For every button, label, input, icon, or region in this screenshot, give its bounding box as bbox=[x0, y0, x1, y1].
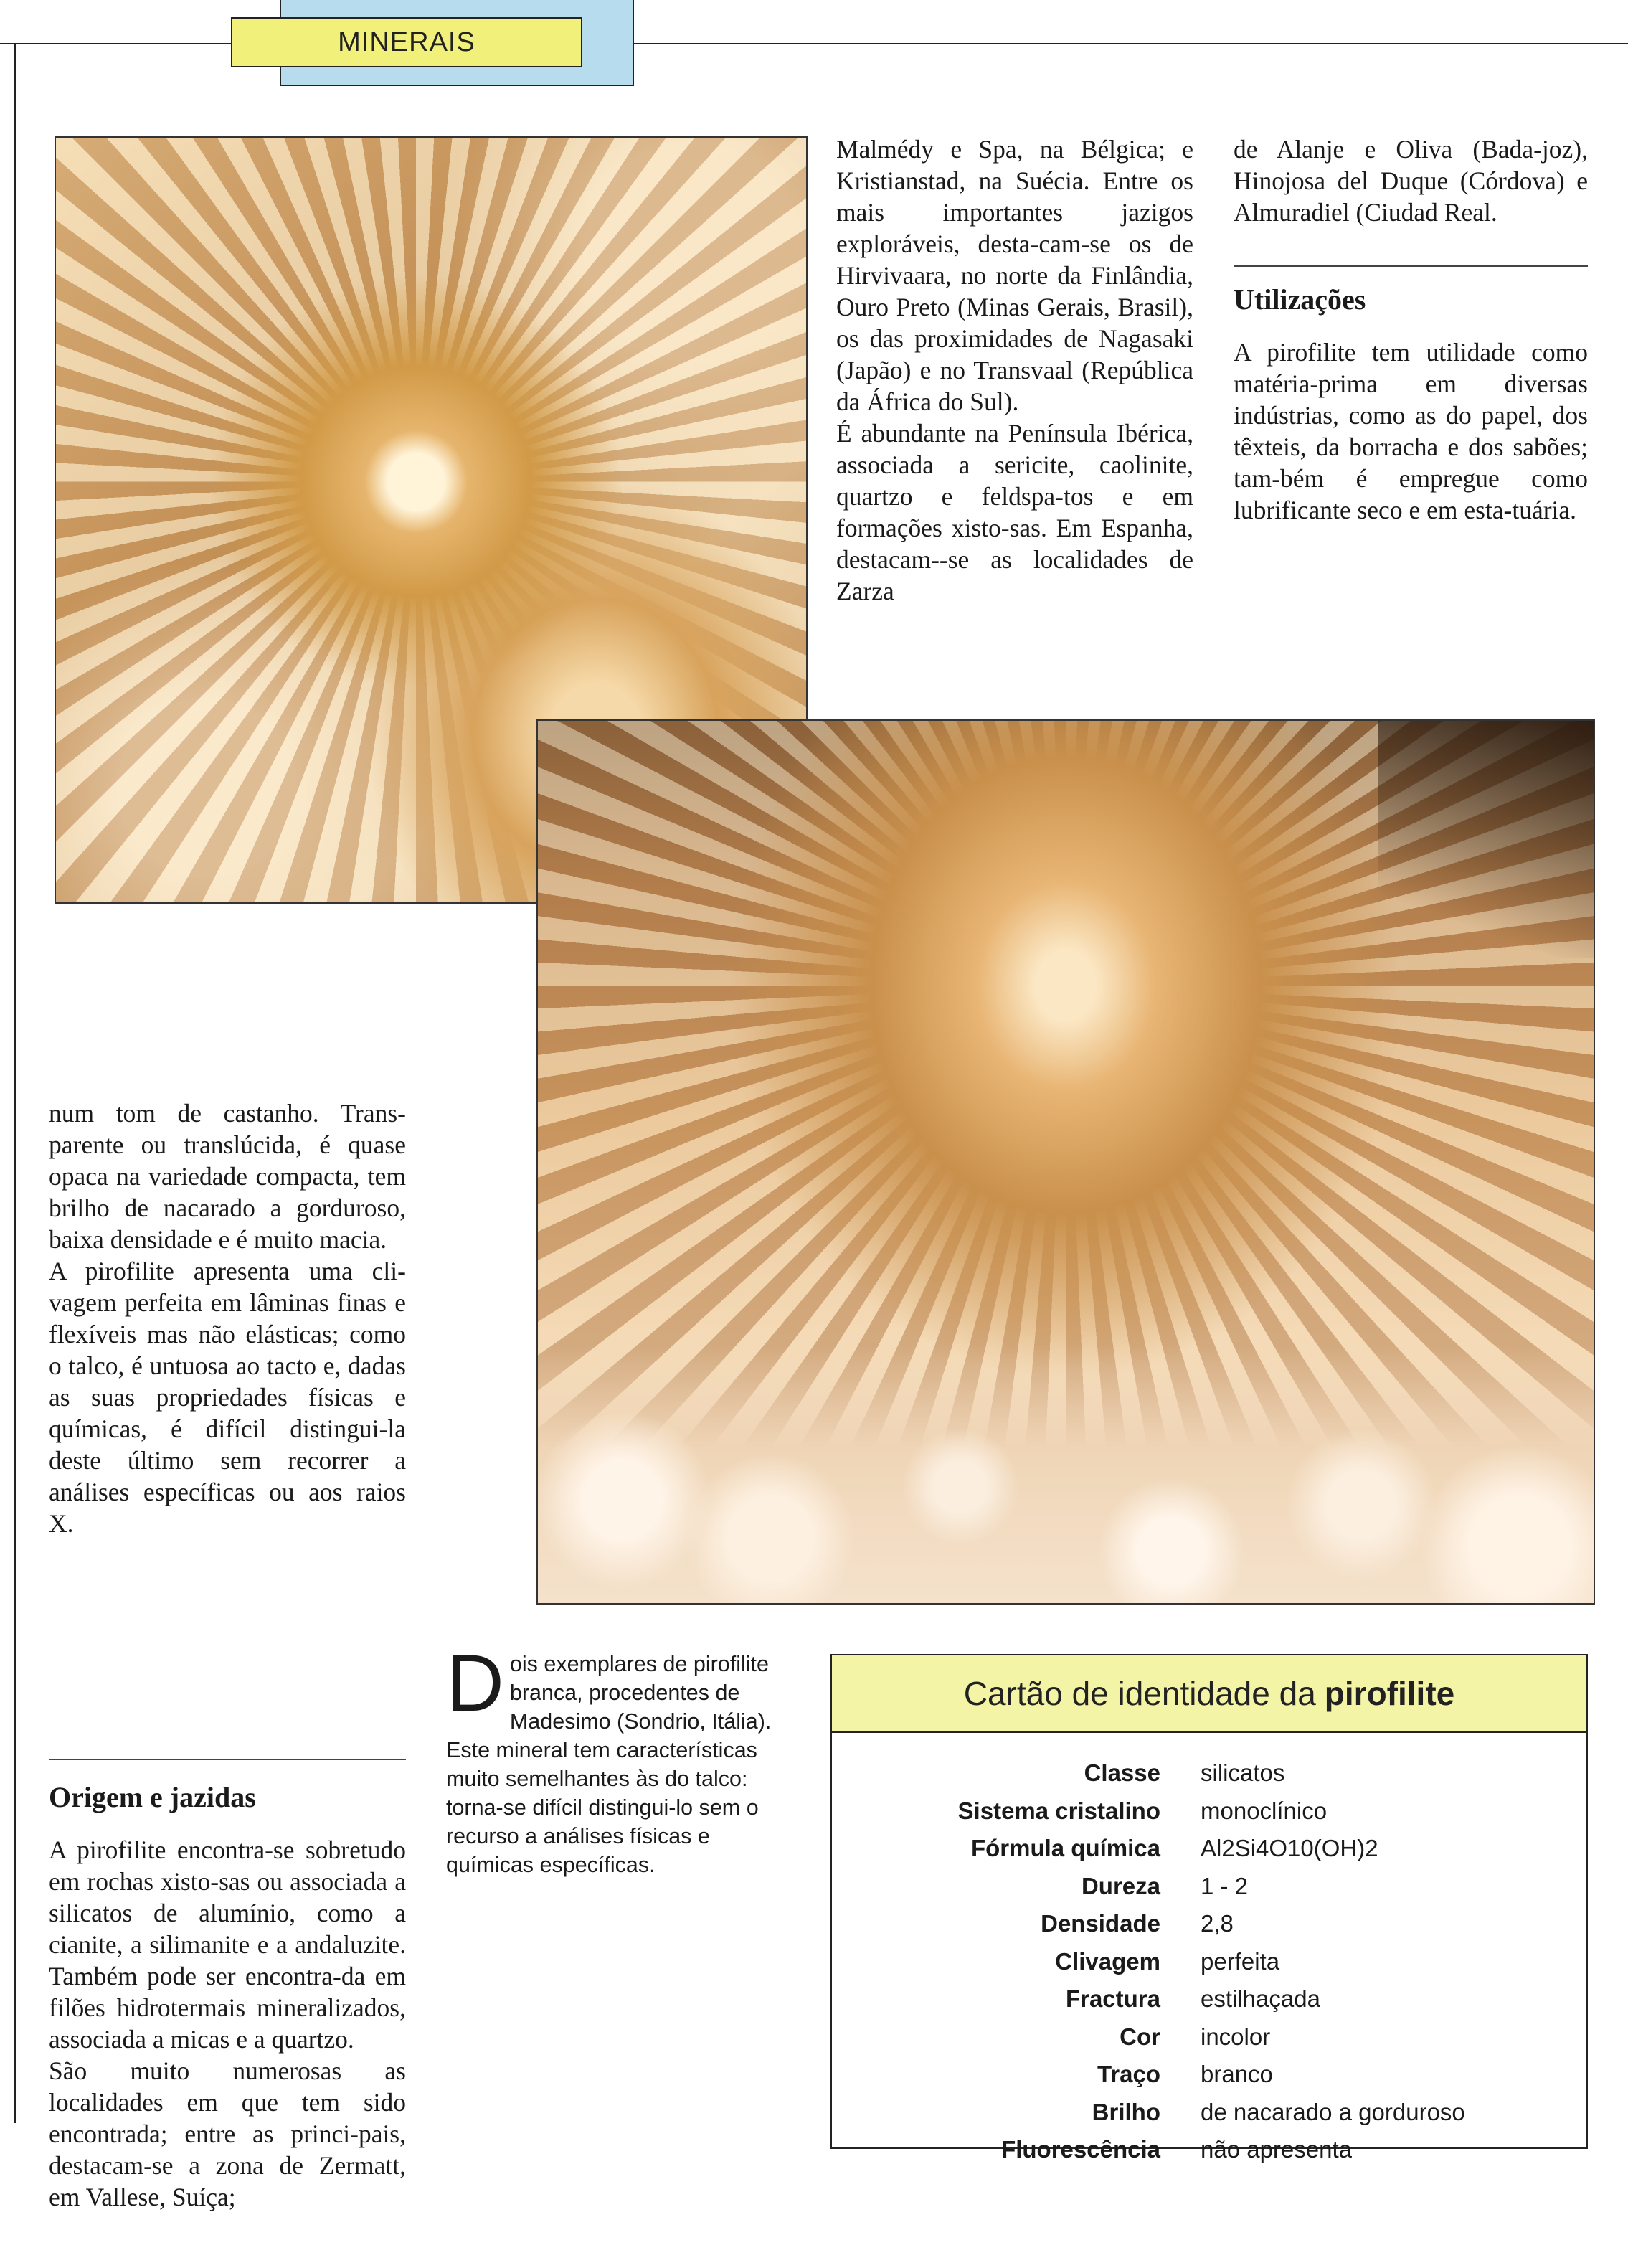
paragraph: São muito numerosas as localidades em que tem sido encontrada; entre as princi-pais, destacam-se a zona de Zermatt, em Vallese, Suíça; bbox=[49, 2056, 406, 2211]
identity-card-row bbox=[832, 1792, 1586, 1830]
identity-card-row bbox=[832, 1980, 1586, 2018]
left-margin-rule bbox=[14, 43, 16, 2123]
identity-card-row bbox=[832, 1868, 1586, 1906]
property-value: não apresenta bbox=[1201, 2136, 1353, 2163]
text-column-b bbox=[1234, 133, 1588, 526]
property-name: Fórmula química bbox=[970, 1835, 1160, 1862]
text-column-a bbox=[836, 133, 1193, 607]
paragraph: A pirofilite encontra-se sobretudo em rochas xisto-sas ou associada a silicatos de alumínio, como a cianite, a silimanite e a andaluzite. Também pode ser encontra-da em filões hidrotermais mineralizados, associada a micas e a quartzo. bbox=[49, 1835, 406, 2054]
paragraph: A pirofilite apresenta uma cli-vagem perfeita em lâminas finas e flexíveis mas não elásticas; como o talco, é untuosa ao tacto e, dadas as suas propriedades físicas e químicas, é difícil distingui-la deste último sem recorrer a análises específicas ou aos raios X. bbox=[49, 1257, 406, 1538]
identity-card-title-prefix: Cartão de identidade da bbox=[963, 1675, 1316, 1712]
paragraph: É abundante na Península Ibérica, associada a sericite, caolinite, quartzo e feldspa-tos e em formações xisto-sas. Em Espanha, destacam--se as localidades de Zarza bbox=[836, 419, 1193, 605]
text-column-d bbox=[49, 1759, 406, 2213]
identity-card bbox=[830, 1654, 1588, 2163]
identity-card-rows bbox=[832, 1754, 1586, 2169]
section-tab bbox=[231, 17, 582, 67]
paragraph: Malmédy e Spa, na Bélgica; e Kristianstad, na Suécia. Entre os mais importantes jazigos exploráveis, desta-cam-se os de Hirvivaara, no norte da Finlândia, Ouro Preto (Minas Gerais, Brasil), os das proximidades de Nagasaki (Japão) e no Transvaal (República da África do Sul). bbox=[836, 135, 1193, 416]
paragraph: de Alanje e Oliva (Bada-joz), Hinojosa del Duque (Córdova) e Almuradiel (Ciudad Real. bbox=[1234, 135, 1588, 227]
property-value: estilhaçada bbox=[1201, 1985, 1320, 2013]
identity-card-row bbox=[832, 2094, 1586, 2132]
section-label: MINERAIS bbox=[338, 27, 475, 57]
property-value: monoclínico bbox=[1201, 1797, 1328, 1824]
property-value: de nacarado a gorduroso bbox=[1201, 2098, 1465, 2125]
property-name: Clivagem bbox=[1055, 1947, 1160, 1975]
property-name: Cor bbox=[1120, 2023, 1160, 2050]
paragraph: A pirofilite tem utilidade como matéria-prima em diversas indústrias, como as do papel, dos têxteis, da borracha e dos sabões; tam-bém é empregue como lubrificante seco e em esta-tuária. bbox=[1234, 338, 1588, 524]
identity-card-row bbox=[832, 1905, 1586, 1943]
identity-card-row bbox=[832, 1754, 1586, 1792]
property-name: Traço bbox=[1097, 2061, 1160, 2088]
identity-card-title-mineral: pirofilite bbox=[1324, 1675, 1455, 1712]
property-value: incolor bbox=[1201, 2023, 1271, 2050]
identity-card-row bbox=[832, 2056, 1586, 2094]
identity-card-row bbox=[832, 1830, 1586, 1868]
property-name: Brilho bbox=[1092, 2098, 1160, 2125]
photo-crystal-base bbox=[538, 1345, 1594, 1603]
property-value: silicatos bbox=[1201, 1759, 1285, 1787]
property-name: Classe bbox=[1084, 1759, 1160, 1787]
caption-text: ois exemplares de pirofilite branca, procedentes de Madesimo (Sondrio, Itália). Este mineral tem características muito semelhantes às do talco: torna-se difícil distingui-lo sem o recurso a análises físicas e químicas específicas. bbox=[446, 1652, 772, 1877]
property-name: Fractura bbox=[1065, 1985, 1160, 2013]
identity-card-row bbox=[832, 2018, 1586, 2056]
property-value: perfeita bbox=[1201, 1947, 1280, 1975]
property-value: branco bbox=[1201, 2061, 1273, 2088]
photo-caption bbox=[446, 1638, 783, 1879]
property-name: Densidade bbox=[1041, 1910, 1160, 1937]
identity-card-title bbox=[832, 1655, 1586, 1733]
section-heading-utilizacoes: Utilizações bbox=[1234, 283, 1366, 316]
property-name: Sistema cristalino bbox=[957, 1797, 1160, 1824]
property-value: 1 - 2 bbox=[1201, 1872, 1249, 1899]
property-value: Al2Si4O10(OH)2 bbox=[1201, 1835, 1378, 1862]
identity-card-row bbox=[832, 1943, 1586, 1981]
text-column-c bbox=[49, 1097, 406, 1539]
photo-shadow bbox=[1378, 721, 1594, 958]
caption-dropcap: D bbox=[446, 1638, 504, 1728]
paragraph: num tom de castanho. Trans-parente ou translúcida, é quase opaca na variedade compacta, tem brilho de nacarado a gorduroso, baixa densidade e é muito macia. bbox=[49, 1099, 406, 1254]
section-heading-origem: Origem e jazidas bbox=[49, 1781, 256, 1813]
identity-card-row bbox=[832, 2131, 1586, 2169]
mineral-photo-main bbox=[536, 719, 1595, 1605]
property-value: 2,8 bbox=[1201, 1910, 1234, 1937]
property-name: Dureza bbox=[1081, 1872, 1160, 1899]
section-rule bbox=[1234, 265, 1588, 267]
section-rule bbox=[49, 1759, 406, 1760]
property-name: Fluorescência bbox=[1001, 2136, 1160, 2163]
